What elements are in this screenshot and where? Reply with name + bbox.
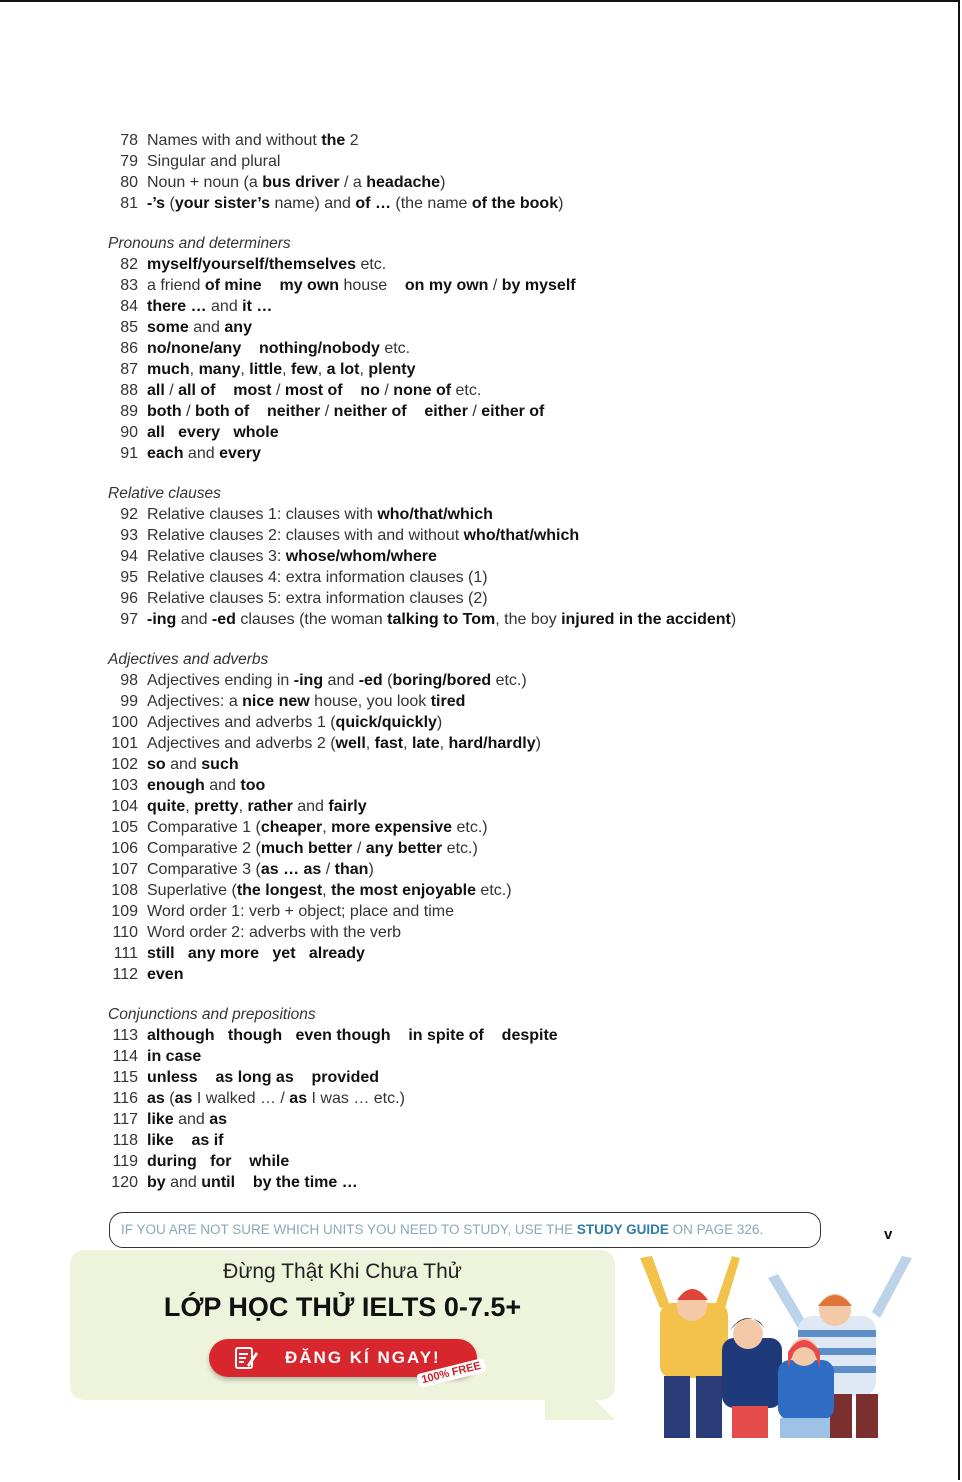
unit-number: 83	[120, 277, 138, 294]
unit-number: 95	[120, 569, 138, 586]
unit-number: 110	[112, 924, 138, 941]
unit-entry	[108, 691, 868, 712]
study-guide-link[interactable]: STUDY GUIDE	[576, 1222, 669, 1237]
signup-form-icon	[233, 1345, 259, 1371]
unit-title: much, many, little, few, a lot, plenty	[147, 361, 416, 378]
unit-entry	[108, 859, 868, 880]
unit-title: enough and too	[147, 777, 266, 794]
unit-title: as (as I walked … / as I was … etc.)	[147, 1090, 405, 1107]
unit-title: quite, pretty, rather and fairly	[147, 798, 367, 815]
section-gap	[108, 630, 868, 649]
unit-entry	[108, 422, 868, 443]
unit-number: 90	[120, 424, 138, 441]
unit-entry	[108, 1067, 868, 1088]
unit-number: 103	[111, 777, 138, 794]
unit-title: each and every	[147, 445, 261, 462]
unit-title: still any more yet already	[147, 945, 365, 962]
unit-entry	[108, 338, 868, 359]
free-badge: 100% FREE	[416, 1358, 486, 1388]
unit-number: 94	[120, 548, 138, 565]
section-gap	[108, 985, 868, 1004]
unit-title: like and as	[147, 1111, 228, 1128]
unit-number: 118	[112, 1132, 138, 1149]
unit-entry	[108, 670, 868, 691]
unit-number: 79	[120, 153, 138, 170]
unit-title: even	[147, 966, 184, 983]
unit-title: both / both of neither / neither of either / either of	[147, 403, 545, 420]
unit-entry	[108, 712, 868, 733]
unit-title: all every whole	[147, 424, 279, 441]
unit-title: Word order 1: verb + object; place and time	[147, 903, 454, 920]
unit-title: by and until by the time …	[147, 1174, 358, 1191]
unit-number: 99	[120, 693, 138, 710]
promo-title: LỚP HỌC THỬ IELTS 0-7.5+	[163, 1292, 522, 1322]
unit-entry	[108, 838, 868, 859]
unit-title: Relative clauses 3: whose/whom/where	[147, 548, 437, 565]
unit-entry	[108, 1151, 868, 1172]
unit-entry	[108, 796, 868, 817]
section-gap	[108, 464, 868, 483]
unit-title: no/none/any nothing/nobody etc.	[147, 340, 411, 357]
unit-title: Superlative (the longest, the most enjoyable etc.)	[147, 882, 512, 899]
section-title: Relative clauses	[108, 485, 221, 502]
unit-entry	[108, 943, 868, 964]
unit-entry	[108, 901, 868, 922]
unit-entry	[108, 275, 868, 296]
unit-entry	[108, 172, 868, 193]
unit-title: Singular and plural	[147, 153, 281, 170]
unit-title: Adjectives: a nice new house, you look tired	[147, 693, 466, 710]
page-number: v	[884, 1226, 893, 1243]
notice-text: IF YOU ARE NOT SURE WHICH UNITS YOU NEED TO STUDY, USE THE	[121, 1222, 577, 1237]
unit-number: 87	[120, 361, 138, 378]
unit-entry	[108, 1046, 868, 1067]
unit-number: 88	[120, 382, 138, 399]
unit-entry	[108, 504, 868, 525]
unit-title: during for while	[147, 1153, 290, 1170]
unit-number: 92	[120, 506, 138, 523]
promo-subtitle: Đừng Thật Khi Chưa Thử	[223, 1260, 462, 1283]
unit-title: Relative clauses 5: extra information clauses (2)	[147, 590, 488, 607]
unit-entry	[108, 754, 868, 775]
unit-title: like as if	[147, 1132, 224, 1149]
unit-number: 85	[120, 319, 138, 336]
unit-entry	[108, 151, 868, 172]
unit-number: 82	[120, 256, 138, 273]
unit-entry	[108, 1172, 868, 1193]
unit-title: Names with and without the 2	[147, 132, 359, 149]
unit-entry	[108, 1109, 868, 1130]
unit-entry	[108, 609, 868, 630]
unit-title: Adjectives ending in -ing and -ed (boring/bored etc.)	[147, 672, 527, 689]
unit-number: 108	[111, 882, 138, 899]
unit-number: 119	[112, 1153, 138, 1170]
section-title: Conjunctions and prepositions	[108, 1006, 316, 1023]
unit-title: Noun + noun (a bus driver / a headache)	[147, 174, 446, 191]
section-gap	[108, 214, 868, 233]
unit-entry	[108, 1088, 868, 1109]
unit-entry	[108, 443, 868, 464]
unit-number: 105	[111, 819, 138, 836]
unit-number: 96	[120, 590, 138, 607]
unit-entry	[108, 733, 868, 754]
unit-number: 98	[120, 672, 138, 689]
unit-entry	[108, 880, 868, 901]
unit-number: 107	[111, 861, 138, 878]
unit-entry	[108, 359, 868, 380]
unit-entry	[108, 317, 868, 338]
unit-entry	[108, 588, 868, 609]
unit-number: 80	[120, 174, 138, 191]
unit-entry	[108, 1130, 868, 1151]
unit-number: 116	[112, 1090, 138, 1107]
unit-entry	[108, 546, 868, 567]
section-title: Adjectives and adverbs	[108, 651, 269, 668]
unit-number: 93	[120, 527, 138, 544]
unit-entry	[108, 817, 868, 838]
unit-title: a friend of mine my own house on my own / by myself	[147, 277, 576, 294]
unit-entry	[108, 525, 868, 546]
unit-title: there … and it …	[147, 298, 273, 315]
unit-number: 113	[112, 1027, 138, 1044]
unit-number: 114	[112, 1048, 138, 1065]
unit-entry	[108, 380, 868, 401]
unit-number: 111	[113, 945, 138, 962]
unit-title: -’s (your sister’s name) and of … (the name of the book)	[147, 195, 564, 212]
unit-title: Word order 2: adverbs with the verb	[147, 924, 402, 941]
unit-number: 84	[120, 298, 138, 315]
table-of-contents	[108, 130, 868, 1193]
unit-number: 100	[111, 714, 138, 731]
register-now-label: ĐĂNG KÍ NGAY!	[285, 1348, 441, 1367]
unit-title: unless as long as provided	[147, 1069, 380, 1086]
unit-entry	[108, 922, 868, 943]
unit-title: Relative clauses 2: clauses with and without who/that/which	[147, 527, 580, 544]
unit-entry	[108, 296, 868, 317]
unit-title: all / all of most / most of no / none of etc.	[147, 382, 482, 399]
unit-title: so and such	[147, 756, 239, 773]
unit-number: 120	[111, 1174, 138, 1191]
students-cheering-illustration	[630, 1248, 920, 1438]
unit-number: 89	[120, 403, 138, 420]
unit-number: 112	[112, 966, 138, 983]
unit-title: in case	[147, 1048, 202, 1065]
promo-speech-tail	[545, 1350, 615, 1420]
unit-title: Comparative 1 (cheaper, more expensive etc.)	[147, 819, 488, 836]
unit-entry	[108, 193, 868, 214]
unit-number: 101	[111, 735, 138, 752]
unit-entry	[108, 567, 868, 588]
unit-number: 109	[111, 903, 138, 920]
unit-title: Relative clauses 4: extra information clauses (1)	[147, 569, 488, 586]
unit-title: Adjectives and adverbs 1 (quick/quickly)	[147, 714, 443, 731]
unit-number: 81	[120, 195, 138, 212]
unit-title: Comparative 3 (as … as / than)	[147, 861, 374, 878]
unit-number: 97	[120, 611, 138, 628]
unit-title: although though even though in spite of despite	[147, 1027, 558, 1044]
study-guide-notice	[109, 1212, 821, 1248]
unit-number: 106	[111, 840, 138, 857]
unit-title: -ing and -ed clauses (the woman talking to Tom, the boy injured in the accident)	[147, 611, 737, 628]
unit-entry	[108, 401, 868, 422]
unit-entry	[108, 1025, 868, 1046]
unit-number: 91	[120, 445, 138, 462]
unit-entry	[108, 254, 868, 275]
notice-page-ref: ON PAGE 326.	[668, 1222, 764, 1237]
unit-title: Comparative 2 (much better / any better etc.)	[147, 840, 478, 857]
unit-title: Relative clauses 1: clauses with who/that/which	[147, 506, 493, 523]
unit-entry	[108, 964, 868, 985]
unit-number: 102	[111, 756, 138, 773]
unit-number: 86	[120, 340, 138, 357]
unit-number: 78	[120, 132, 138, 149]
unit-number: 104	[111, 798, 138, 815]
unit-number: 115	[112, 1069, 138, 1086]
unit-title: myself/yourself/themselves etc.	[147, 256, 387, 273]
unit-title: Adjectives and adverbs 2 (well, fast, late, hard/hardly)	[147, 735, 541, 752]
section-title: Pronouns and determiners	[108, 235, 291, 252]
unit-entry	[108, 775, 868, 796]
unit-title: some and any	[147, 319, 252, 336]
unit-entry	[108, 130, 868, 151]
unit-number: 117	[112, 1111, 138, 1128]
